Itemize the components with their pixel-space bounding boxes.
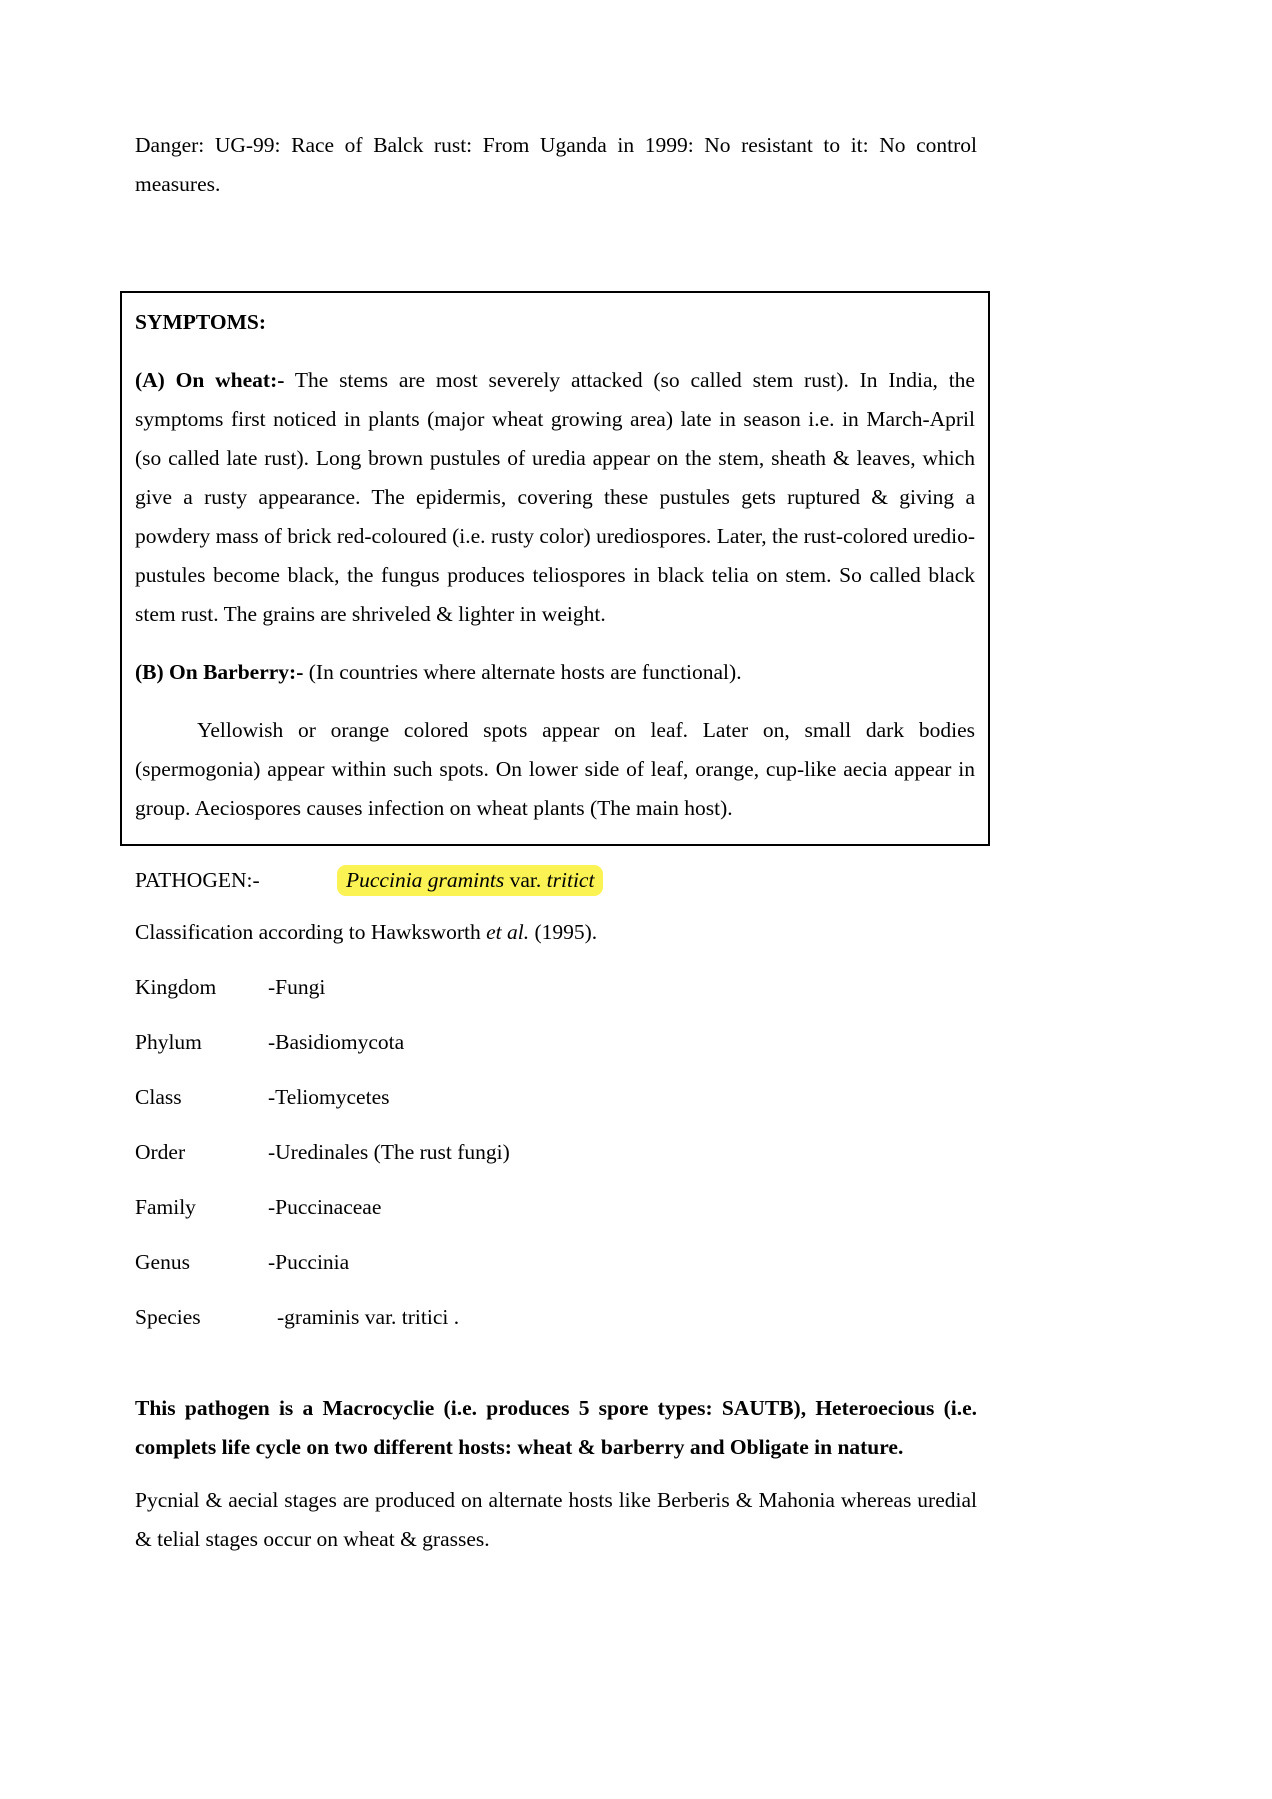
rank-value: -Puccinia [268, 1250, 350, 1274]
rank-label: Kingdom [135, 975, 217, 999]
rank-label: Family [135, 1195, 196, 1219]
pathogen-genus-species: Puccinia gramints [346, 868, 505, 892]
symptoms-box [120, 291, 990, 846]
barberry-detail-paragraph: Yellowish or orange colored spots appear on leaf. Later on, small dark bodies (spermogonia) appear within such spots. On lower side of leaf, orange, cup-like aecia appear in group. Aeciospores causes infection on wheat plants (The main host). [135, 718, 975, 820]
classification-row-species [135, 1298, 977, 1337]
classification-heading-etal: et al. [486, 920, 530, 944]
rank-value: -Basidiomycota [268, 1030, 405, 1054]
on-wheat-lead: (A) On wheat:- [135, 368, 285, 392]
on-wheat-paragraph [135, 361, 975, 634]
on-barberry-body: (In countries where alternate hosts are functional). [303, 660, 742, 684]
on-wheat-body: The stems are most severely attacked (so called stem rust). In India, the symptoms first noticed in plants (major wheat growing area) late in season i.e. in March-April (so called late rust). Long brown pustules of uredia appear on the stem, sheath & leaves, which give a rusty appearance. The epidermis, covering these pustules gets ruptured & giving a powdery mass of brick red-coloured (i.e. rusty color) urediospores. Later, the rust-colored uredio-pustules become black, the fungus produces teliospores in black telia on stem. So called black stem rust. The grains are shriveled & lighter in weight. [135, 368, 975, 626]
rank-label: Genus [135, 1250, 190, 1274]
rank-value: -Puccinaceae [268, 1195, 382, 1219]
classification-heading-post: (1995). [529, 920, 598, 944]
pathogen-label: PATHOGEN:- [135, 868, 260, 892]
classification-row-class [135, 1078, 977, 1117]
pathogen-variety: tritict [546, 868, 595, 892]
rank-label: Species [135, 1305, 201, 1329]
pathogen-name-highlight [337, 865, 603, 896]
classification-row-family [135, 1188, 977, 1227]
symptoms-heading: SYMPTOMS: [135, 310, 266, 334]
classification-heading-pre: Classification according to Hawksworth [135, 920, 487, 944]
classification-row-phylum [135, 1023, 977, 1062]
rank-value: -Teliomycetes [268, 1085, 390, 1109]
document-content [135, 126, 977, 1559]
pathogen-line [135, 861, 977, 900]
macrocyclic-paragraph: This pathogen is a Macrocyclie (i.e. produces 5 spore types: SAUTB), Heteroecious (i.e. complets life cycle on two different hosts: wheat & barberry and Obligate in nature. [135, 1396, 977, 1459]
rank-value: -graminis var. tritici . [277, 1305, 460, 1329]
rank-label: Phylum [135, 1030, 202, 1054]
danger-paragraph: Danger: UG-99: Race of Balck rust: From Uganda in 1999: No resistant to it: No control measures. [135, 133, 977, 196]
on-barberry-lead: (B) On Barberry:- [135, 660, 304, 684]
rank-label: Class [135, 1085, 182, 1109]
rank-value: -Fungi [268, 975, 326, 999]
stages-paragraph: Pycnial & aecial stages are produced on alternate hosts like Berberis & Mahonia whereas uredial & telial stages occur on wheat & grasses. [135, 1488, 977, 1551]
rank-value: -Uredinales (The rust fungi) [268, 1140, 510, 1164]
classification-heading [135, 913, 977, 952]
classification-row-order [135, 1133, 977, 1172]
classification-row-kingdom [135, 968, 977, 1007]
classification-row-genus [135, 1243, 977, 1282]
on-barberry-paragraph [135, 653, 975, 692]
rank-label: Order [135, 1140, 186, 1164]
classification-list [135, 968, 977, 1337]
pathogen-var-text: var. [504, 868, 547, 892]
